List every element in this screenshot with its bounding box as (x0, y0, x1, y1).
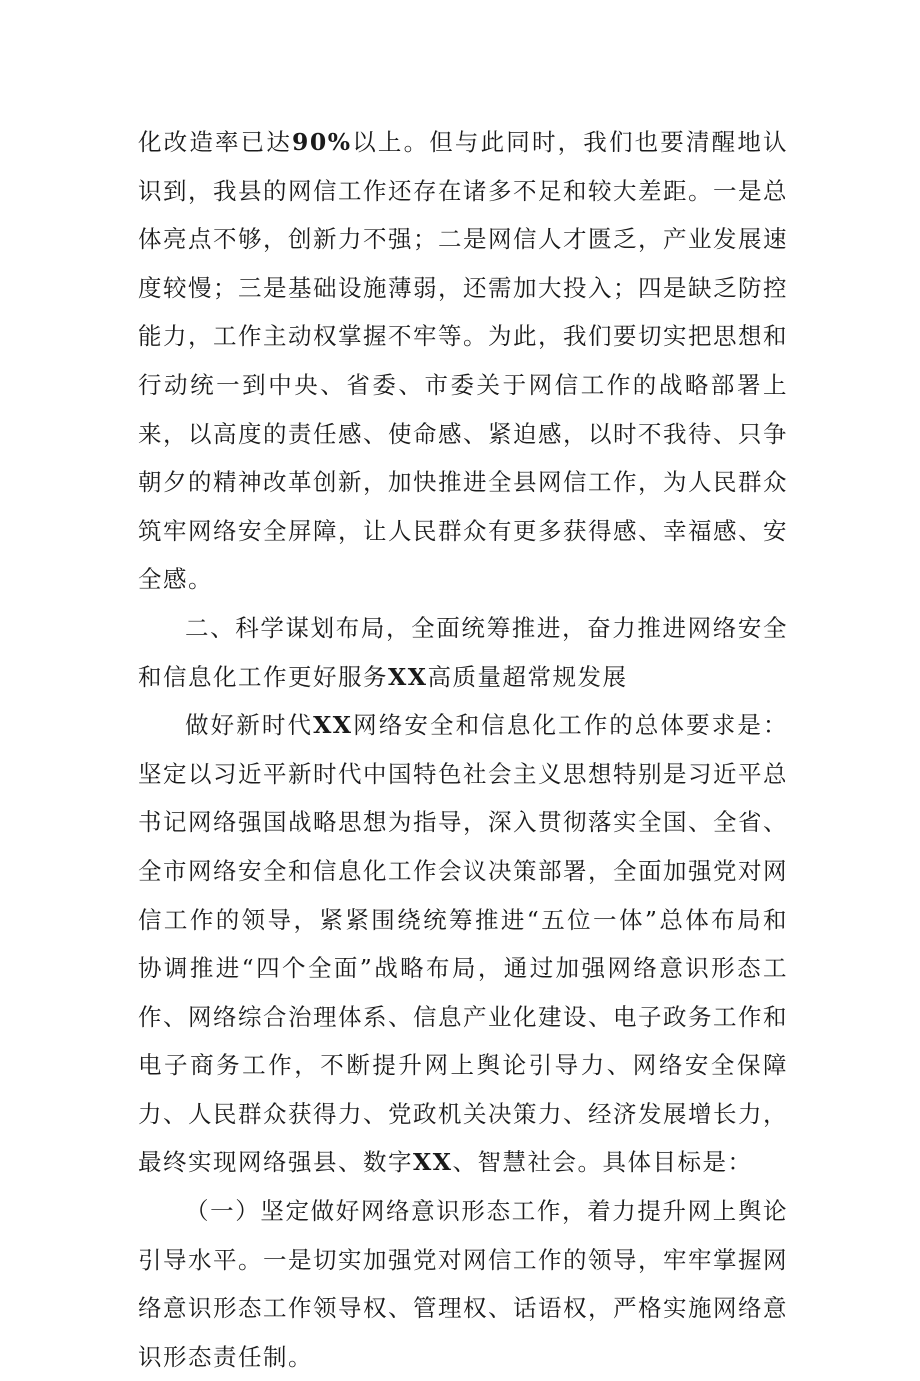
text-run-placeholder: XX (313, 711, 353, 740)
text-run: 网络安全和信息化工作的总体要求是：坚定以习近平新时代中国特色社会主义思想特别是习近平总书记网络强国战略思想为指导，深入贯彻落实全国、全省、全市网络安全和信息化工作会议决策部署，全面加强党对网信工作的领导，紧紧围绕统筹推进“五位一体”总体布局和协调推进“四个全面”战略布局，通过加强网络意识形态工作、网络综合治理体系、信息产业化建设、电子政务工作和电子商务工作，不断提升网上舆论引导力、网络安全保障力、人民群众获得力、党政机关决策力、经济发展增长力，最终实现网络强县、数字 (138, 711, 789, 1177)
paragraph-general-requirements (138, 701, 788, 1187)
text-run: 高质量超常规发展 (427, 662, 628, 691)
paragraph-item-one (138, 1187, 788, 1381)
section-heading (138, 604, 788, 701)
text-run: （一）坚定做好网络意识形态工作，着力提升网上舆论引导水平。一是切实加强党对网信工作的领导，牢牢掌握网络意识形态工作领导权、管理权、话语权，严格实施网络意识形态责任制。 (138, 1197, 788, 1371)
document-body (138, 118, 788, 1381)
text-run: 做好新时代 (185, 711, 314, 740)
text-run-placeholder: XX (388, 662, 428, 691)
text-run: 以上。但与此同时，我们也要清醒地认识到，我县的网信工作还存在诸多不足和较大差距。一是总体亮点不够，创新力不强；二是网信人才匮乏，产业发展速度较慢；三是基础设施薄弱，还需加大投入；四是缺乏防控能力，工作主动权掌握不牢等。为此，我们要切实把思想和行动统一到中央、省委、市委关于网信工作的战略部署上来，以高度的责任感、使命感、紧迫感，以时不我待、只争朝夕的精神改革创新，加快推进全县网信工作，为人民群众筑牢网络安全屏障，让人民群众有更多获得感、幸福感、安全感。 (138, 128, 788, 594)
text-run-number: 90% (292, 128, 352, 156)
text-run-placeholder: XX (413, 1148, 453, 1177)
text-run: 、智慧社会。具体目标是： (452, 1148, 753, 1177)
text-run: 二、科学谋划布局，全面统筹推进，奋力推进网络安全和信息化工作更好服务 (138, 613, 788, 691)
text-run: 化改造率已达 (138, 128, 293, 156)
paragraph-continuation (138, 118, 788, 604)
